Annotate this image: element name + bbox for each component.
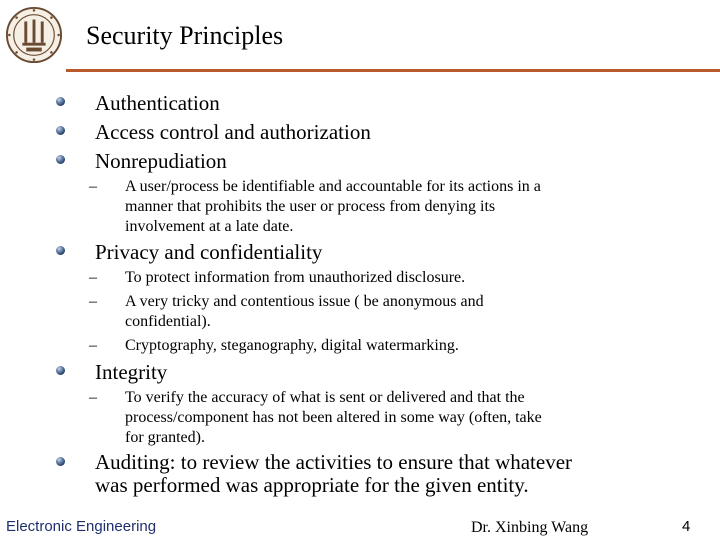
- bullet-icon: [56, 97, 65, 106]
- sub-bullet-dash: –: [89, 337, 97, 354]
- bullet-integrity: Integrity: [95, 360, 168, 384]
- bullet-icon: [56, 155, 65, 164]
- bullet-nonrepudiation: Nonrepudiation: [95, 149, 227, 173]
- sub-item-privacy-3: Cryptography, steganography, digital watermarking.: [125, 337, 459, 354]
- page-number: 4: [682, 518, 691, 535]
- sub-item-integrity: To verify the accuracy of what is sent or delivered and that the process/component has not been altered in some way (often, take for granted).: [125, 389, 542, 446]
- bullet-auditing: Auditing: to review the activities to ensure that whatever was performed was appropriate for the given entity.: [95, 450, 573, 497]
- sub-bullet-dash: –: [89, 293, 97, 310]
- bullet-privacy: Privacy and confidentiality: [95, 240, 323, 264]
- sub-item-privacy-1: To protect information from unauthorized disclosure.: [125, 269, 466, 286]
- sub-bullet-dash: –: [89, 178, 97, 195]
- sub-bullet-dash: –: [89, 389, 97, 406]
- bullet-access-control: Access control and authorization: [95, 120, 371, 144]
- footer-author: Dr. Xinbing Wang: [471, 519, 589, 536]
- bullet-icon: [56, 126, 65, 135]
- slide-title: Security Principles: [86, 21, 284, 50]
- sub-item-nonrepudiation: A user/process be identifiable and accountable for its actions in a manner that prohibits the user or process from denying its involvement at a late date.: [125, 178, 541, 235]
- bullet-icon: [56, 366, 65, 375]
- sub-bullet-dash: –: [89, 269, 97, 286]
- footer-department: Electronic Engineering: [6, 518, 157, 535]
- bullet-icon: [56, 246, 65, 255]
- bullet-authentication: Authentication: [95, 91, 220, 115]
- bullet-icon: [56, 457, 65, 466]
- sub-item-privacy-2: A very tricky and contentious issue ( be anonymous and confidential).: [125, 293, 484, 330]
